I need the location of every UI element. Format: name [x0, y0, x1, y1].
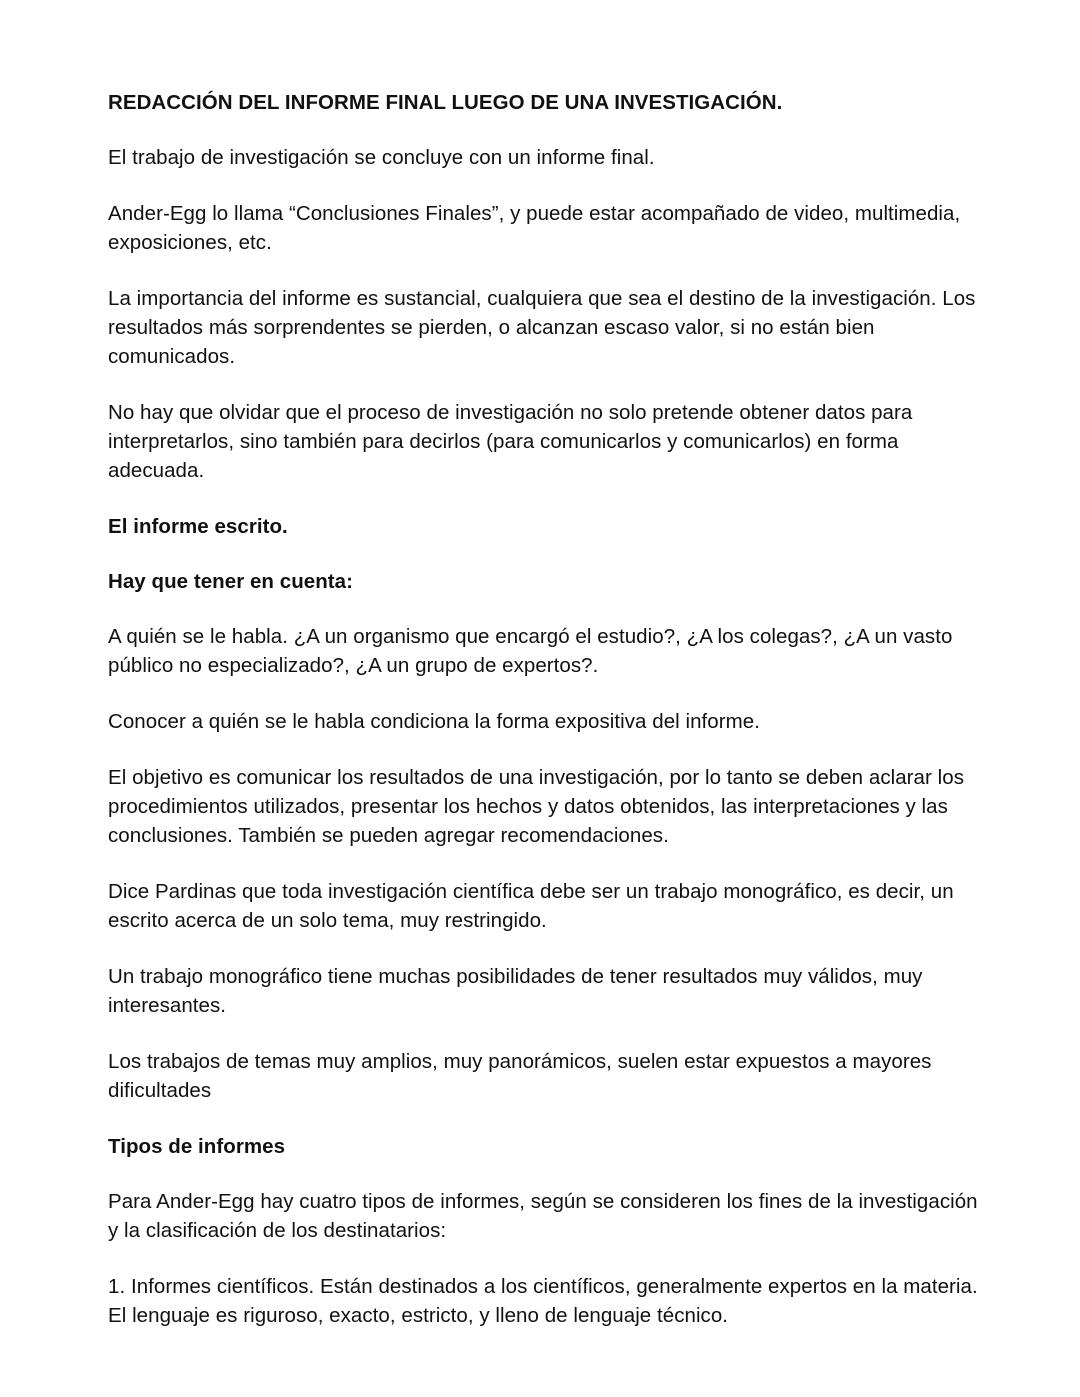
paragraph-intro: El trabajo de investigación se concluye con un informe final.	[108, 146, 655, 169]
paragraph-a-quien: A quién se le habla. ¿A un organismo que encargó el estudio?, ¿A los colegas?, ¿A un vasto público no especializado?, ¿A un grupo de expertos?.	[108, 625, 953, 677]
paragraph-conocer: Conocer a quién se le habla condiciona la forma expositiva del informe.	[108, 710, 760, 733]
paragraph-objetivo: El objetivo es comunicar los resultados de una investigación, por lo tanto se deben aclarar los procedimientos utilizados, presentar los hechos y datos obtenidos, las interpretaciones y las conclusiones. También se pueden agregar recomendaciones.	[108, 766, 964, 847]
paragraph-importancia: La importancia del informe es sustancial, cualquiera que sea el destino de la investigación. Los resultados más sorprendentes se pierden, o alcanzan escaso valor, si no están bien comunicados.	[108, 287, 976, 368]
paragraph-pardinas: Dice Pardinas que toda investigación científica debe ser un trabajo monográfico, es decir, un escrito acerca de un solo tema, muy restringido.	[108, 880, 954, 932]
paragraph-temas-amplios: Los trabajos de temas muy amplios, muy panorámicos, suelen estar expuestos a mayores dificultades	[108, 1050, 932, 1102]
section-heading-informe-escrito: El informe escrito.	[108, 515, 288, 538]
document-title: REDACCIÓN DEL INFORME FINAL LUEGO DE UNA INVESTIGACIÓN.	[108, 91, 783, 114]
section-heading-tipos: Tipos de informes	[108, 1135, 286, 1158]
paragraph-informes-cientificos: 1. Informes científicos. Están destinados a los científicos, generalmente expertos en la materia. El lenguaje es riguroso, exacto, estricto, y lleno de lenguaje técnico.	[108, 1275, 978, 1327]
paragraph-proceso: No hay que olvidar que el proceso de investigación no solo pretende obtener datos para interpretarlos, sino también para decirlos (para comunicarlos y comunicarlos) en forma adecuada.	[108, 401, 913, 482]
paragraph-monografico: Un trabajo monográfico tiene muchas posibilidades de tener resultados muy válidos, muy interesantes.	[108, 965, 923, 1017]
paragraph-cuatro-tipos: Para Ander-Egg hay cuatro tipos de informes, según se consideren los fines de la investigación y la clasificación de los destinatarios:	[108, 1190, 978, 1242]
document-page	[108, 88, 978, 1357]
paragraph-ander-egg: Ander-Egg lo llama “Conclusiones Finales”, y puede estar acompañado de video, multimedia, exposiciones, etc.	[108, 202, 961, 254]
section-heading-tener-en-cuenta: Hay que tener en cuenta:	[108, 570, 353, 593]
